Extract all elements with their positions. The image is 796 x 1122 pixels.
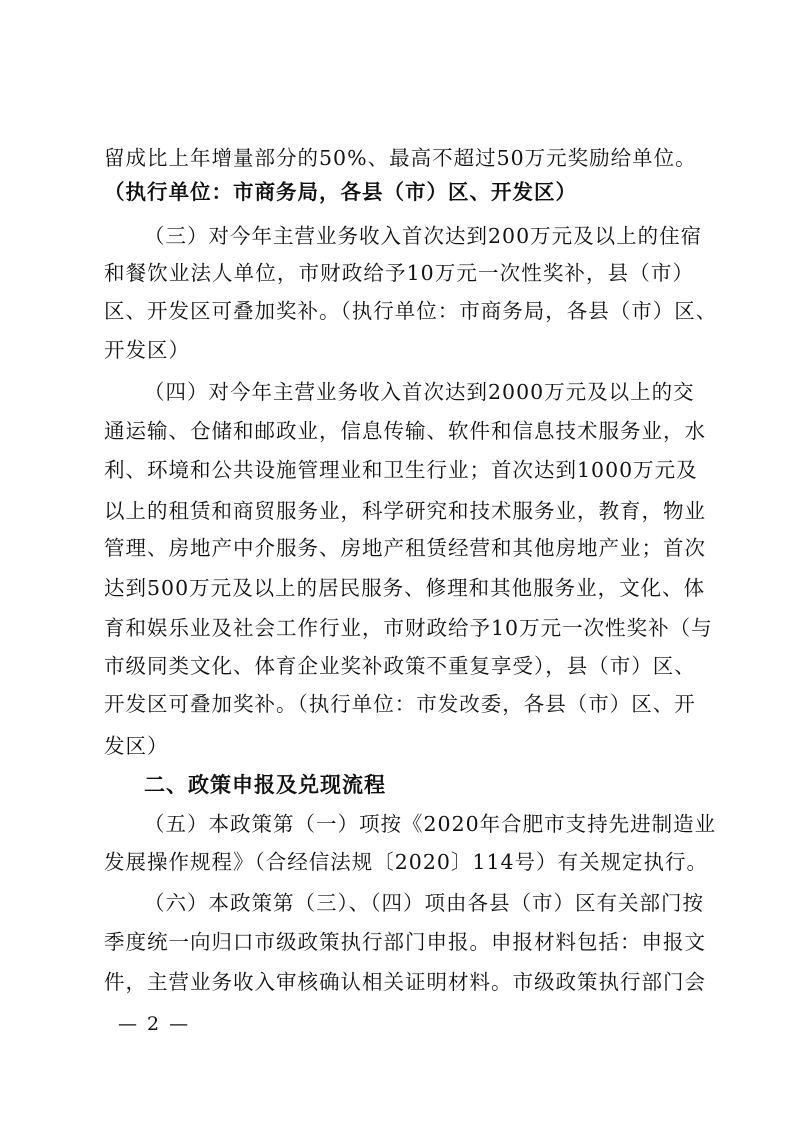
text-line: 达到500万元及以上的居民服务、修理和其他服务业，文化、体 [104,576,706,600]
text-line: （五）本政策第（一）项按《2020年合肥市支持先进制造业 [144,812,717,836]
text-line: 开发区） [104,338,190,362]
text-line: （四）对今年主营业务收入首次达到2000万元及以上的交 [144,380,695,404]
text-line: （三）对今年主营业务收入首次达到200万元及以上的住宿 [144,224,703,248]
text-line: 通运输、仓储和邮政业，信息传输、软件和信息技术服务业，水 [104,419,706,443]
text-line: 和餐饮业法人单位，市财政给予10万元一次性奖补，县（市） [104,261,694,285]
page-number: — 2 — [118,1013,191,1035]
text-line: 利、环境和公共设施管理业和卫生行业；首次达到1000万元及 [104,458,698,482]
section-heading: 二、政策申报及兑现流程 [144,773,386,797]
text-line: 季度统一向归口市级政策执行部门申报。申报材料包括：申报文 [104,930,706,954]
text-line: 发区） [104,734,169,758]
text-line: 市级同类文化、体育企业奖补政策不重复享受），县（市）区、 [104,654,696,678]
text-line: 育和娱乐业及社会工作行业，市财政给予10万元一次性奖补（与 [104,616,713,640]
text-line: （执行单位：市商务局，各县（市）区、开发区） [104,180,577,204]
text-line: 开发区可叠加奖补。（执行单位：市发改委，各县（市）区、开 [104,692,696,716]
text-line: 以上的租赁和商贸服务业，科学研究和技术服务业，教育，物业 [104,499,706,523]
text-line: 留成比上年增量部分的50%、最高不超过50万元奖励给单位。 [104,146,697,170]
text-line: 发展操作规程》（合经信法规〔2020〕114号）有关规定执行。 [104,850,709,874]
text-line: 区、开发区可叠加奖补。（执行单位：市商务局，各县（市）区、 [104,299,718,323]
text-line: （六）本政策第（三）、（四）项由各县（市）区有关部门按 [144,891,704,915]
text-line: 件，主营业务收入审核确认相关证明材料。市级政策执行部门会 [104,970,706,994]
text-line: 管理、房地产中介服务、房地产租赁经营和其他房地产业；首次 [104,536,706,560]
